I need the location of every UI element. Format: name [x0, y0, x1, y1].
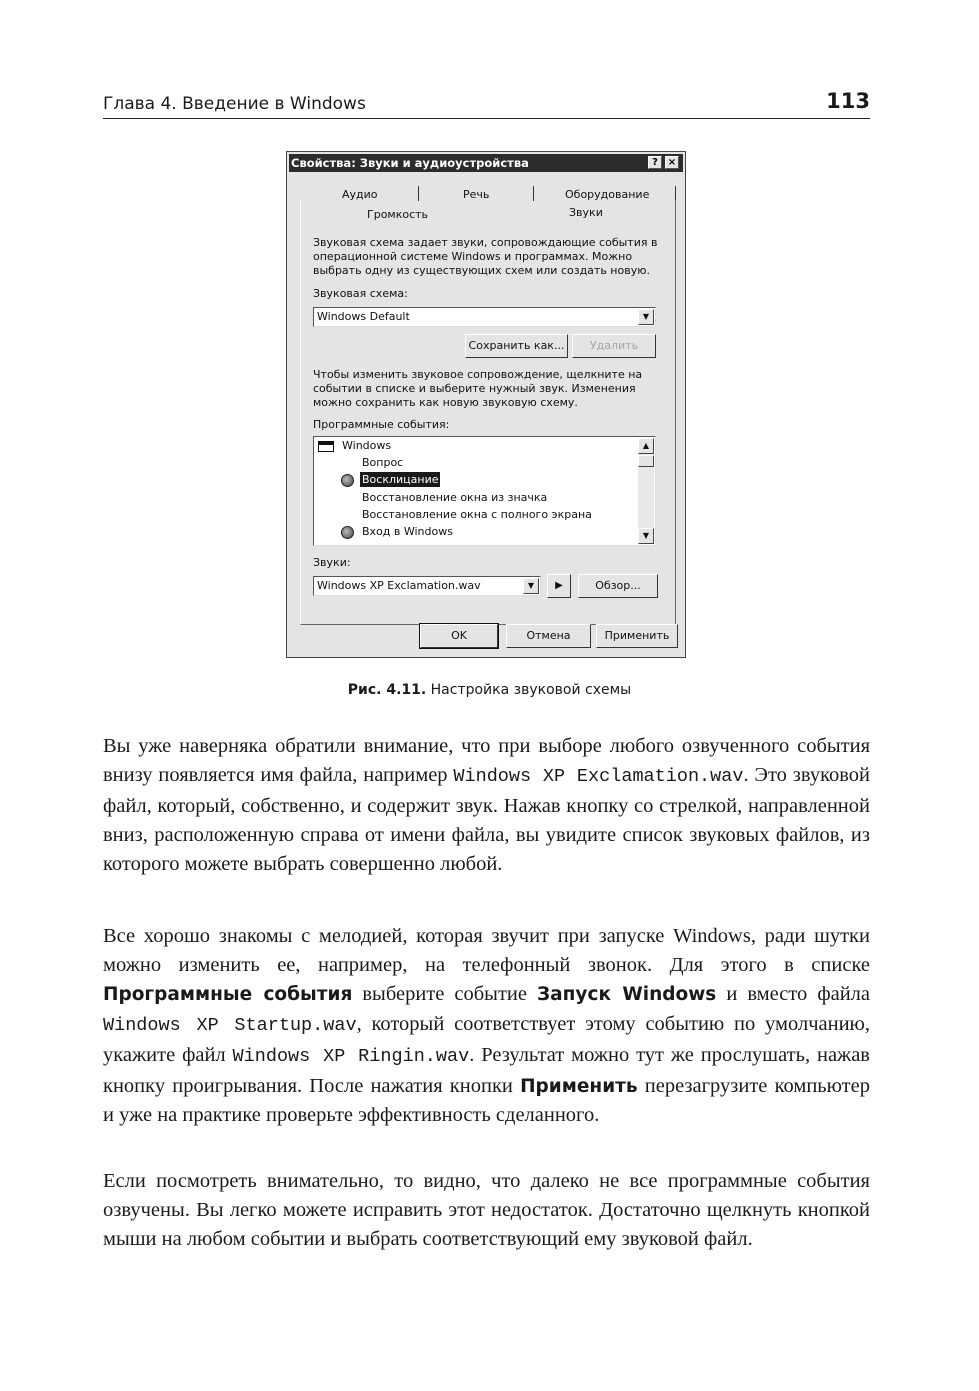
play-icon: ▶	[555, 580, 563, 591]
scheme-description: Звуковая схема задает звуки, сопровождающие события в операционной системе Windows и программах. Можно выбрать одну из существующих схем или создать новую.	[313, 236, 658, 277]
scheme-value: Windows Default	[317, 310, 410, 323]
chevron-down-icon[interactable]: ▼	[523, 578, 539, 594]
chevron-down-icon[interactable]: ▼	[638, 309, 654, 325]
play-button[interactable]	[547, 574, 571, 598]
browse-button[interactable]: Обзор...	[578, 574, 658, 598]
filename: Windows XP Startup.wav	[103, 1014, 357, 1036]
scroll-thumb[interactable]	[638, 455, 654, 467]
scheme-combo[interactable]	[313, 307, 656, 327]
ui-term: Запуск Windows	[537, 983, 717, 1005]
tab-audio[interactable]: Аудио	[342, 188, 378, 201]
scheme-label: Звуковая схема:	[313, 287, 408, 300]
events-label: Программные события:	[313, 418, 450, 431]
tab-separator	[418, 186, 419, 201]
scroll-down-icon[interactable]: ▼	[638, 528, 654, 544]
list-item[interactable]: Вопрос	[362, 456, 404, 469]
list-item-selected[interactable]: Восклицание	[362, 473, 439, 486]
events-description: Чтобы изменить звуковое сопровождение, щелкните на событии в списке и выберите нужный звук. Изменения можно сохранить как новую звуковую схему.	[313, 368, 643, 409]
figure-caption	[0, 682, 979, 698]
tab-separator	[675, 186, 676, 201]
dialog-title-bar	[289, 154, 683, 172]
window-icon	[318, 441, 334, 452]
filename: Windows XP Exclamation.wav	[453, 765, 744, 787]
tab-speech[interactable]: Речь	[463, 188, 490, 201]
page-number: 113	[826, 89, 870, 113]
list-item[interactable]: Вход в Windows	[362, 525, 453, 538]
speaker-icon	[341, 526, 354, 539]
paragraph-1: Вы уже наверняка обратили внимание, что при выборе любого озвученного события внизу появляется имя файла, например Windows XP Exclamation.wav. Это звуковой файл, который, собственно, и содержит звук. Нажав кнопку со стрелкой, направленной вниз, расположенную справа от имени файла, вы увидите список звуковых файлов, из которого можете выбрать совершенно любой.	[103, 735, 870, 875]
apply-button[interactable]: Применить	[596, 624, 678, 648]
running-header	[103, 89, 870, 119]
events-scrollbar[interactable]	[638, 438, 654, 544]
chapter-title: Глава 4. Введение в Windows	[103, 94, 366, 114]
ok-button[interactable]: OK	[420, 624, 498, 648]
events-list[interactable]	[313, 436, 656, 546]
list-item[interactable]: Восстановление окна из значка	[362, 491, 548, 504]
speaker-icon	[341, 474, 354, 487]
dialog-title: Свойства: Звуки и аудиоустройства	[291, 156, 529, 170]
list-item[interactable]: Windows	[342, 439, 392, 452]
sound-properties-dialog	[286, 151, 686, 658]
save-as-button[interactable]: Сохранить как...	[465, 334, 568, 358]
figure-label: Рис. 4.11.	[347, 682, 427, 698]
tab-hardware[interactable]: Оборудование	[565, 188, 650, 201]
paragraph-2: Все хорошо знакомы с мелодией, которая звучит при запуске Windows, ради шутки можно изменить ее, например, на телефонный звонок. Для этого в списке Программные события выберите событие Запуск Windows и вместо файла Windows XP Startup.wav, который соответствует этому событию по умолчанию, укажите файл Windows XP Ringin.wav. Результат можно тут же прослушать, нажав кнопку проигрывания. После нажатия кнопки Применить перезагрузите компьютер и уже на практике проверьте эффективность сделанного.	[103, 925, 870, 1127]
sound-file-combo[interactable]	[313, 576, 541, 596]
delete-button[interactable]: Удалить	[572, 334, 656, 358]
sounds-label: Звуки:	[313, 556, 351, 569]
sound-file-value: Windows XP Exclamation.wav	[317, 579, 481, 592]
tab-separator	[533, 186, 534, 201]
tab-volume[interactable]: Громкость	[367, 208, 429, 221]
close-icon[interactable]: ×	[665, 156, 679, 169]
list-item[interactable]: Восстановление окна с полного экрана	[362, 508, 592, 521]
tab-sounds[interactable]: Звуки	[569, 206, 603, 219]
paragraph-3: Если посмотреть внимательно, то видно, что далеко не все программные события озвучены. Вы легко можете исправить этот недостаток. Достаточно щелкнуть кнопкой мыши на любом событии и выбрать соответствующий ему звуковой файл.	[103, 1170, 870, 1250]
ui-term: Применить	[520, 1075, 638, 1097]
help-icon[interactable]: ?	[648, 156, 662, 169]
filename: Windows XP Ringin.wav	[232, 1045, 470, 1067]
figure-caption-text: Настройка звуковой схемы	[426, 682, 632, 698]
scroll-up-icon[interactable]: ▲	[638, 438, 654, 454]
ui-term: Программные события	[103, 983, 353, 1005]
cancel-button[interactable]: Отмена	[506, 624, 591, 648]
